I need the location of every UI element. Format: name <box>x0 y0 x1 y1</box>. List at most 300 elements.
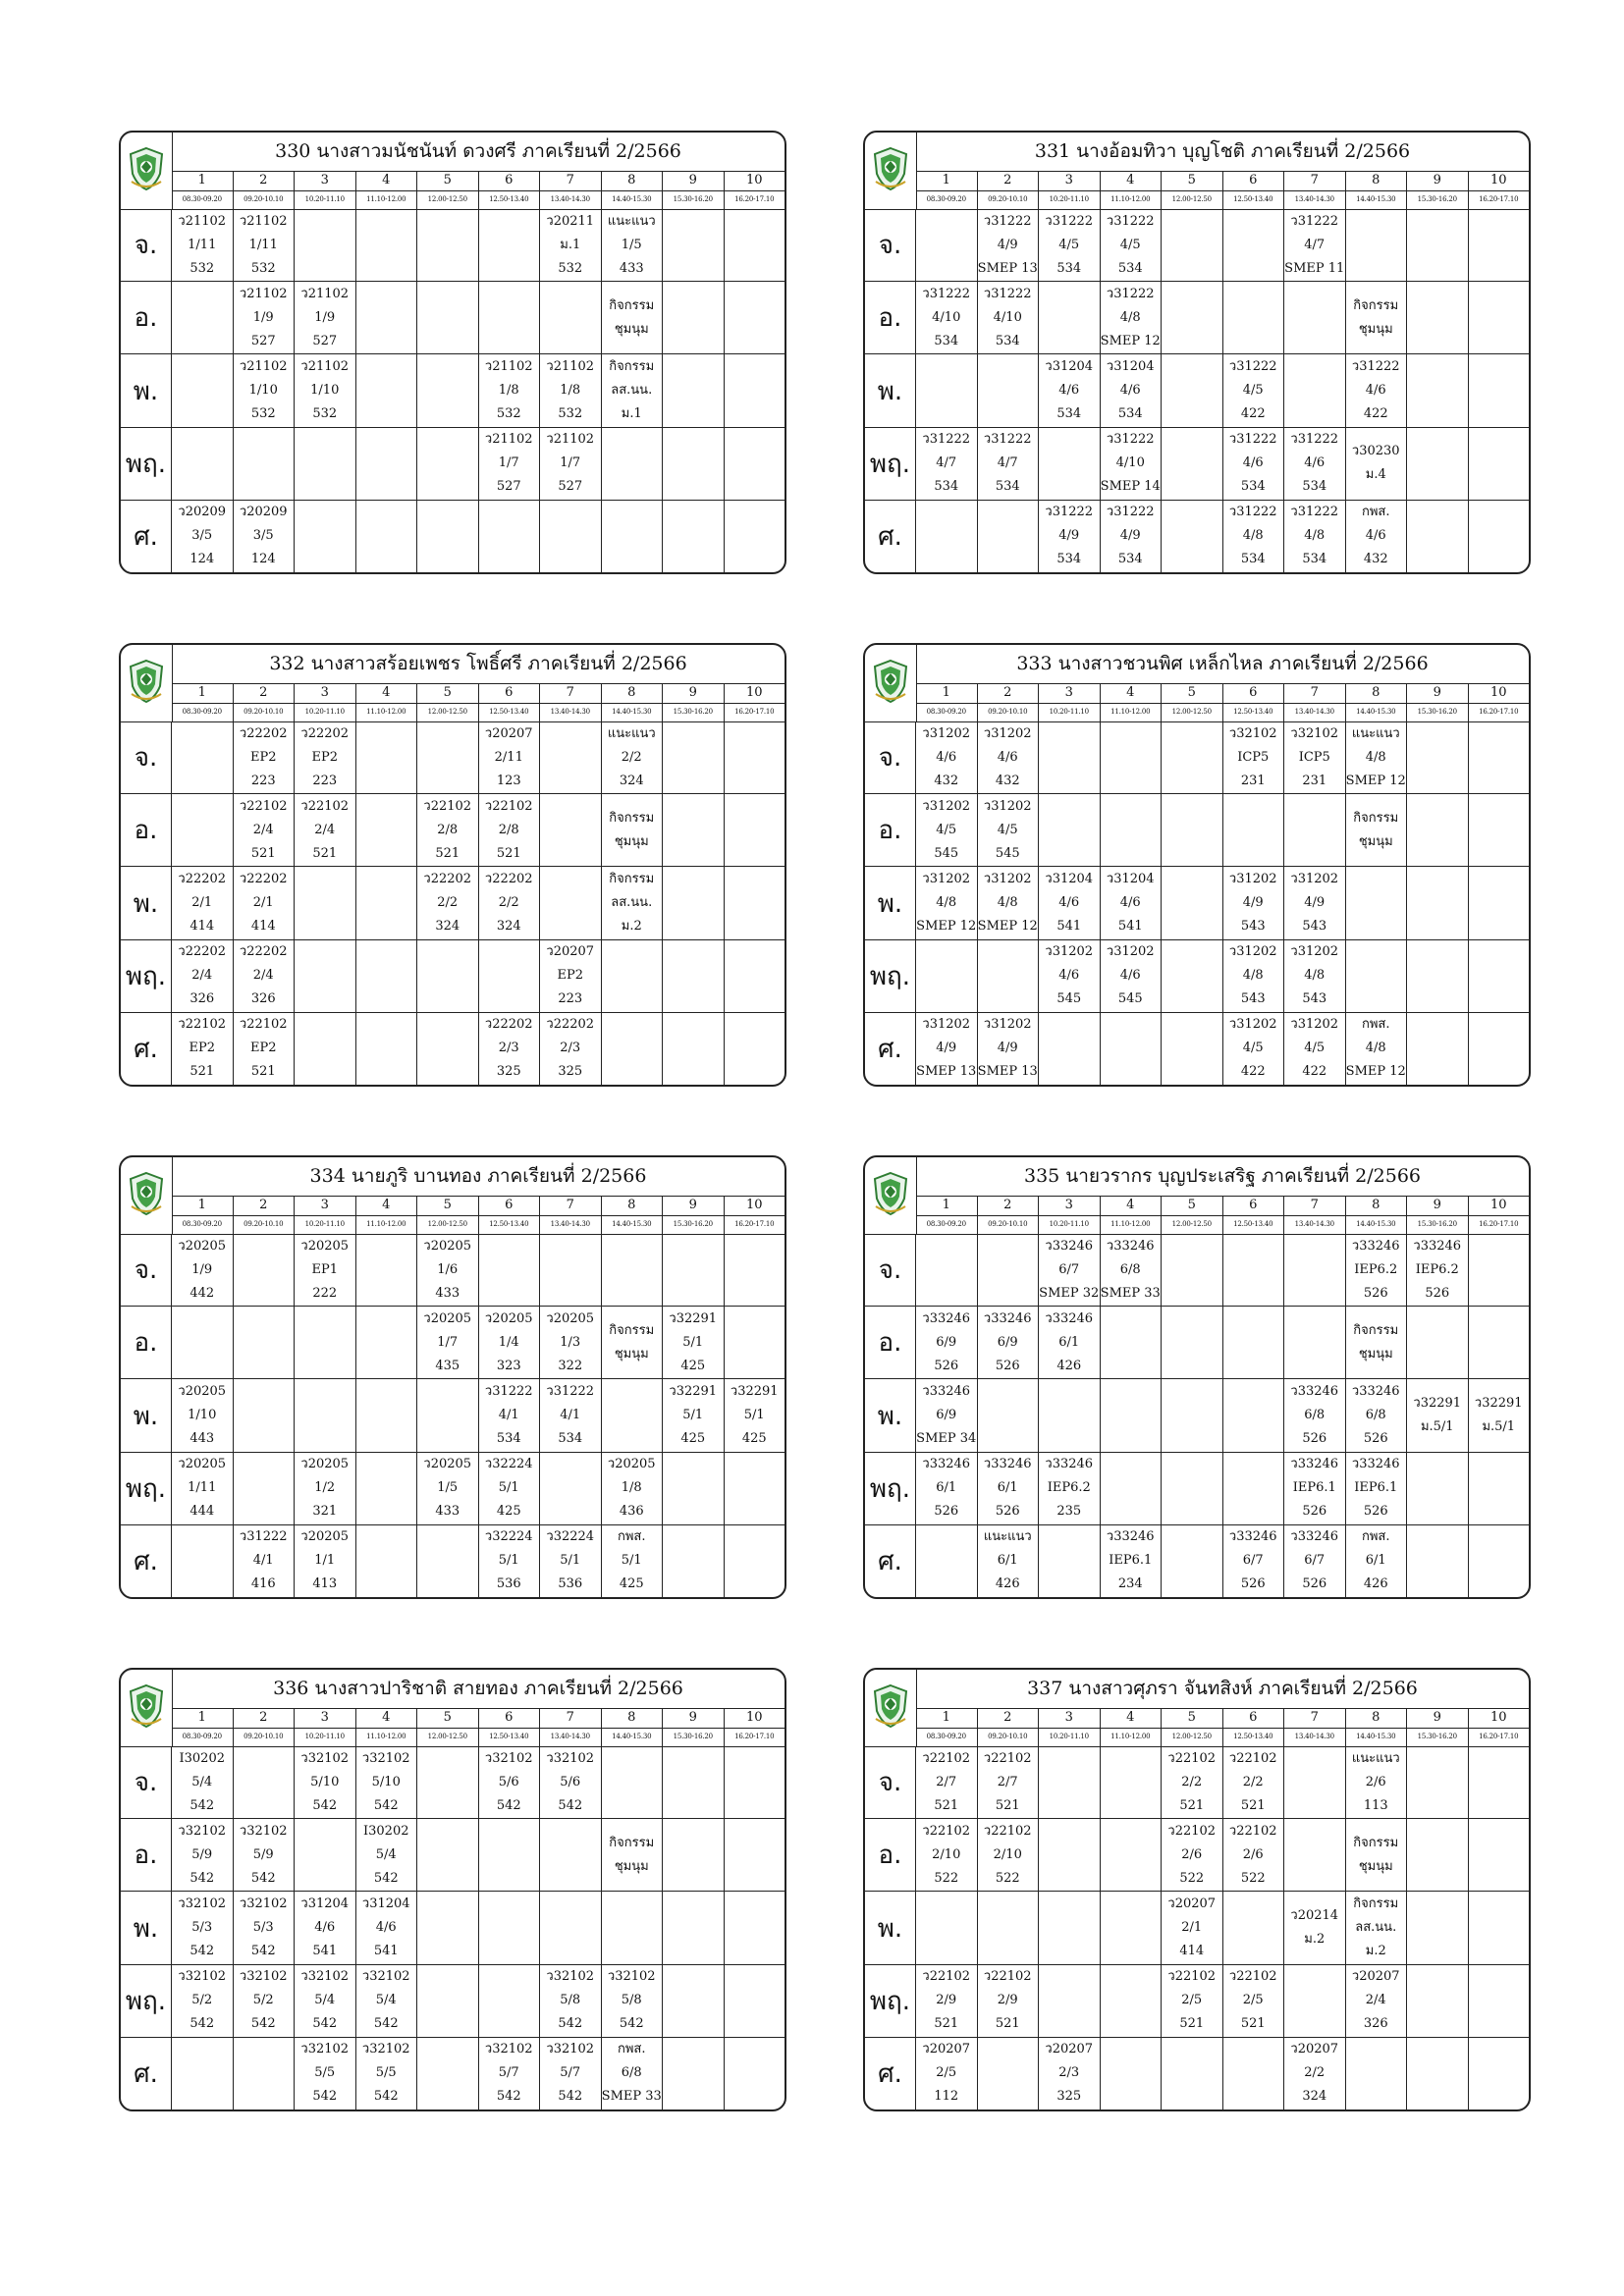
schedule-cell <box>1468 209 1530 281</box>
cell-line: ว31202 <box>922 872 971 886</box>
period-time-row <box>916 1215 1529 1235</box>
cell-line: 124 <box>250 552 276 567</box>
schedule-cell <box>724 940 785 1012</box>
period-time: 15.30-16.20 <box>662 1215 724 1234</box>
cell-line: ว20205 <box>423 1238 472 1254</box>
teacher-id: 334 <box>309 1165 346 1187</box>
day-row <box>865 1525 1529 1597</box>
period-number: 3 <box>1038 683 1100 703</box>
schedule-cell <box>1283 1013 1345 1085</box>
cell-line: ว33246 <box>1106 1238 1155 1254</box>
teacher-name: นางสาวศุภรา จันทสิงห์ <box>1068 1678 1253 1699</box>
schedule-cell <box>1038 1379 1100 1451</box>
schedule-cell <box>1345 1234 1407 1306</box>
period-number: 3 <box>1038 1708 1100 1728</box>
day-label: ศ. <box>121 2038 172 2109</box>
schedule-cell <box>1406 1892 1468 1963</box>
cell-line: 526 <box>1363 1285 1388 1301</box>
schedule-cell <box>233 209 295 281</box>
schedule-grid <box>121 1234 785 1597</box>
day-label: จ. <box>121 1746 172 1818</box>
schedule-grid <box>121 721 785 1085</box>
schedule-cell <box>1222 1819 1284 1891</box>
schedule-cell <box>1038 354 1100 426</box>
schedule-cell <box>416 1307 478 1378</box>
schedule-cell <box>1406 1013 1468 1085</box>
schedule-cell <box>355 1746 417 1818</box>
period-time-row <box>172 1215 785 1235</box>
day-label: พ. <box>865 1892 916 1963</box>
schedule-cell <box>172 1234 233 1306</box>
day-row <box>121 1892 785 1964</box>
schedule-cell <box>478 428 540 500</box>
cell-line: ว31222 <box>546 1384 595 1399</box>
period-time: 11.10-12.00 <box>1100 703 1162 721</box>
cell-line: ว31204 <box>361 1896 410 1911</box>
schedule-grid <box>121 209 785 572</box>
cell-line: 534 <box>934 333 959 348</box>
cell-line: 6/7 <box>1304 1553 1326 1569</box>
schedule-cell <box>601 428 663 500</box>
period-number: 3 <box>294 1708 355 1728</box>
day-label: จ. <box>121 209 172 281</box>
cell-line: ว31202 <box>922 725 971 741</box>
period-time: 12.00-12.50 <box>1161 1728 1222 1746</box>
day-row <box>121 1453 785 1525</box>
cell-line: 4/9 <box>997 1041 1018 1056</box>
cell-line: IEP6.1 <box>1292 1480 1336 1496</box>
schedule-cell <box>1345 1525 1407 1597</box>
period-number: 9 <box>662 1708 724 1728</box>
schedule-cell <box>1100 1525 1162 1597</box>
cell-line: 4/8 <box>1365 1041 1386 1056</box>
schedule-cell <box>416 794 478 866</box>
period-number: 1 <box>942 1710 950 1725</box>
cell-line: I30202 <box>179 1750 225 1766</box>
cell-line: 6/9 <box>936 1334 957 1350</box>
cell-line: 5/7 <box>560 2065 581 2081</box>
schedule-cell <box>539 428 601 500</box>
period-number: 6 <box>1222 683 1284 703</box>
period-number: 2 <box>977 1708 1039 1728</box>
schedule-cell <box>1100 501 1162 572</box>
period-time: 08.30-09.20 <box>182 1220 222 1228</box>
cell-line: 542 <box>373 2089 399 2105</box>
cell-line: IEP6.1 <box>1354 1480 1398 1496</box>
schedule-cell <box>724 1234 785 1306</box>
cell-line: 235 <box>1056 1504 1082 1520</box>
schedule-cell <box>1222 1307 1284 1378</box>
schedule-cell <box>977 282 1039 353</box>
cell-line: 124 <box>189 552 215 567</box>
cell-line: 4/6 <box>1058 383 1080 398</box>
schedule-cell <box>233 1819 295 1891</box>
schedule-cell <box>1406 1965 1468 2037</box>
day-label: อ. <box>865 794 916 866</box>
cell-line: 526 <box>1425 1285 1450 1301</box>
cell-line: ว20205 <box>178 1457 227 1472</box>
schedule-cell <box>1161 1379 1222 1451</box>
day-row <box>121 721 785 794</box>
cell-line: ว31202 <box>983 725 1032 741</box>
day-row <box>865 721 1529 794</box>
cell-line: 324 <box>496 919 521 934</box>
cell-line: ว21102 <box>484 432 533 448</box>
cell-line: ว20205 <box>546 1310 595 1326</box>
period-number: 7 <box>539 683 601 703</box>
cell-line: 4/5 <box>1058 237 1080 252</box>
cell-line: ว30230 <box>1351 444 1400 459</box>
schedule-cell <box>1100 1307 1162 1378</box>
day-row <box>121 867 785 939</box>
cell-line: 425 <box>680 1431 706 1446</box>
schedule-cell <box>539 1013 601 1085</box>
period-number: 8 <box>1345 1196 1407 1215</box>
cell-line: 542 <box>558 1797 583 1813</box>
period-time: 16.20-17.10 <box>724 703 785 721</box>
cell-line: 2/6 <box>1365 1774 1386 1789</box>
cell-line: ว31222 <box>239 1529 288 1545</box>
cell-line: 4/9 <box>1304 895 1326 910</box>
day-label: พ. <box>121 1379 172 1451</box>
period-time: 10.20-11.10 <box>1038 703 1100 721</box>
schedule-cell <box>233 1525 295 1597</box>
schedule-cell <box>1406 1379 1468 1451</box>
cell-line: แนะแนว <box>1351 1750 1400 1766</box>
period-number: 10 <box>1468 1708 1530 1728</box>
schedule-cell <box>233 1013 295 1085</box>
cell-line: ว20214 <box>1290 1908 1339 1923</box>
schedule-cell <box>1345 1965 1407 2037</box>
schedule-cell <box>294 940 355 1012</box>
schedule-cell <box>1345 282 1407 353</box>
card-title <box>916 1670 1529 1709</box>
period-number: 8 <box>1345 171 1407 190</box>
schedule-cell <box>1161 1234 1222 1306</box>
period-time: 10.20-11.10 <box>1038 1728 1100 1746</box>
cell-line: ว22102 <box>922 1750 971 1766</box>
schedule-cell <box>1283 794 1345 866</box>
cell-line: 542 <box>496 2089 521 2105</box>
cell-line: ม.1 <box>560 237 581 252</box>
period-time: 15.30-16.20 <box>1406 1215 1468 1234</box>
school-crest-icon <box>128 146 165 195</box>
period-time: 16.20-17.10 <box>724 1728 785 1746</box>
schedule-cell <box>233 867 295 938</box>
schedule-cell <box>539 940 601 1012</box>
day-row <box>865 428 1529 501</box>
cell-line: 1/7 <box>437 1334 459 1350</box>
cell-line: 325 <box>558 1064 583 1080</box>
cell-line: I30202 <box>363 1823 409 1839</box>
card-title <box>916 645 1529 684</box>
cell-line: 534 <box>1117 406 1143 421</box>
cell-line: แนะแนว <box>983 1529 1032 1545</box>
day-row <box>865 1453 1529 1525</box>
cell-line: ว31222 <box>1106 286 1155 301</box>
period-time: 14.40-15.30 <box>601 1215 663 1234</box>
period-time: 12.00-12.50 <box>1161 190 1222 209</box>
schedule-cell <box>724 721 785 793</box>
schedule-cell <box>601 1525 663 1597</box>
cell-line: 326 <box>189 991 215 1007</box>
cell-line: 414 <box>250 919 276 934</box>
cell-line: 6/8 <box>1119 1261 1141 1277</box>
period-number: 2 <box>233 1196 295 1215</box>
cell-line: 4/1 <box>560 1408 581 1422</box>
day-row <box>865 1892 1529 1964</box>
schedule-cell <box>916 282 977 353</box>
period-number: 10 <box>724 683 785 703</box>
schedule-cell <box>1468 794 1530 866</box>
schedule-cell <box>1468 2038 1530 2109</box>
day-label: จ. <box>865 1746 916 1818</box>
cell-line: ว22102 <box>983 1750 1032 1766</box>
schedule-cell <box>1345 721 1407 793</box>
cell-line: 413 <box>312 1576 338 1592</box>
period-time: 12.50-13.40 <box>478 190 540 209</box>
schedule-cell <box>916 1013 977 1085</box>
schedule-cell <box>1100 282 1162 353</box>
cell-line: ว31202 <box>922 798 971 814</box>
cell-line: 3/5 <box>252 528 274 544</box>
schedule-cell <box>1100 1892 1162 1963</box>
cell-line: แนะแนว <box>1351 725 1400 741</box>
cell-line: 1/6 <box>437 1261 459 1277</box>
schedule-cell <box>1283 282 1345 353</box>
cell-line: 4/6 <box>1119 895 1141 910</box>
schedule-cell <box>1161 867 1222 938</box>
schedule-cell <box>1468 1819 1530 1891</box>
cell-line: ว22102 <box>239 798 288 814</box>
schedule-cell <box>172 1746 233 1818</box>
period-time: 10.20-11.10 <box>294 1728 355 1746</box>
period-time: 08.30-09.20 <box>182 1733 222 1740</box>
period-number: 4 <box>1100 171 1162 190</box>
cell-line: EP2 <box>189 1041 215 1056</box>
cell-line: 521 <box>934 2016 959 2032</box>
cell-line: 4/6 <box>1365 383 1386 398</box>
cell-line: 325 <box>496 1064 521 1080</box>
timetable-card <box>863 131 1531 574</box>
schedule-cell <box>1038 1965 1100 2037</box>
schedule-cell <box>601 1379 663 1451</box>
cell-line: SMEP 13 <box>977 260 1038 276</box>
cell-line: 6/1 <box>997 1480 1018 1496</box>
day-row <box>121 428 785 501</box>
cell-line: กิจกรรม <box>609 297 655 313</box>
period-number: 6 <box>1222 1196 1284 1215</box>
cell-line: 4/10 <box>993 309 1022 325</box>
schedule-cell <box>416 1746 478 1818</box>
term-label: ภาคเรียนที่ 2/2566 <box>1258 1678 1418 1699</box>
schedule-cell <box>601 794 663 866</box>
schedule-cell <box>172 867 233 938</box>
cell-line: 2/10 <box>932 1846 961 1862</box>
schedule-cell <box>355 1453 417 1524</box>
cell-line: 432 <box>995 773 1020 788</box>
day-row <box>121 1013 785 1085</box>
cell-line: ว33246 <box>1290 1529 1339 1545</box>
schedule-cell <box>977 794 1039 866</box>
day-label: พ. <box>121 1892 172 1963</box>
cell-line: ว31222 <box>1290 213 1339 229</box>
cell-line: 2/5 <box>936 2065 957 2081</box>
cell-line: ชุมนุม <box>1358 833 1393 849</box>
period-number: 9 <box>662 171 724 190</box>
schedule-cell <box>539 209 601 281</box>
schedule-cell <box>233 1746 295 1818</box>
cell-line: SMEP 33 <box>1100 1285 1161 1301</box>
schedule-cell <box>977 1307 1039 1378</box>
cell-line: ว22102 <box>922 1823 971 1839</box>
cell-line: 5/4 <box>375 1846 397 1862</box>
schedule-cell <box>172 1892 233 1963</box>
cell-line: 2/9 <box>997 1993 1018 2008</box>
schedule-cell <box>416 1819 478 1891</box>
schedule-cell <box>233 1234 295 1306</box>
cell-line: ว20207 <box>922 2042 971 2057</box>
schedule-cell <box>977 428 1039 500</box>
schedule-cell <box>233 940 295 1012</box>
cell-line: 521 <box>312 845 338 861</box>
schedule-cell <box>916 354 977 426</box>
cell-line: ว20205 <box>300 1529 350 1545</box>
period-number: 5 <box>1161 1708 1222 1728</box>
schedule-cell <box>916 1453 977 1524</box>
period-time: 11.10-12.00 <box>355 703 417 721</box>
day-row <box>121 1307 785 1379</box>
schedule-cell <box>478 282 540 353</box>
schedule-cell <box>1283 2038 1345 2109</box>
cell-line: ว33246 <box>1228 1529 1277 1545</box>
period-time: 08.30-09.20 <box>926 1733 966 1740</box>
school-crest-icon <box>872 1171 909 1220</box>
schedule-cell <box>1038 501 1100 572</box>
schedule-cell <box>294 794 355 866</box>
schedule-cell <box>601 721 663 793</box>
cell-line: SMEP 14 <box>1100 479 1161 495</box>
schedule-cell <box>294 1746 355 1818</box>
cell-line: 526 <box>1302 1431 1327 1446</box>
schedule-cell <box>662 209 724 281</box>
schedule-cell <box>662 867 724 938</box>
timetable-card <box>119 131 786 574</box>
schedule-cell <box>724 1379 785 1451</box>
cell-line: 522 <box>934 1870 959 1886</box>
cell-line: 526 <box>1363 1431 1388 1446</box>
cell-line: 2/2 <box>498 895 519 910</box>
period-number: 5 <box>416 683 478 703</box>
cell-line: กิจกรรม <box>1353 1896 1399 1911</box>
period-number-row <box>172 1708 785 1729</box>
cell-line: 6/7 <box>1058 1261 1080 1277</box>
cell-line: 521 <box>1179 1797 1205 1813</box>
schedule-cell <box>601 2038 663 2109</box>
schedule-cell <box>1100 1965 1162 2037</box>
schedule-cell <box>977 209 1039 281</box>
period-time: 12.00-12.50 <box>416 1215 478 1234</box>
day-row <box>865 2038 1529 2109</box>
cell-line: 2/4 <box>252 822 274 837</box>
cell-line: กพส. <box>617 2042 646 2057</box>
period-time: 09.20-10.10 <box>977 190 1039 209</box>
cell-line: ว20207 <box>1290 2042 1339 2057</box>
day-label: ศ. <box>865 2038 916 2109</box>
cell-line: ว31202 <box>1290 944 1339 960</box>
cell-line: 1/11 <box>188 1480 217 1496</box>
cell-line: ว22102 <box>1167 1969 1217 1985</box>
schedule-cell <box>1468 867 1530 938</box>
period-time: 14.40-15.30 <box>1345 703 1407 721</box>
schedule-cell <box>294 1453 355 1524</box>
period-number-row <box>916 171 1529 191</box>
cell-line: 522 <box>1240 1870 1266 1886</box>
schedule-cell <box>1222 209 1284 281</box>
cell-line: กิจกรรม <box>609 1835 655 1850</box>
cell-line: 433 <box>435 1504 460 1520</box>
schedule-cell <box>1406 1453 1468 1524</box>
cell-line: ลส.นน. <box>611 383 653 398</box>
cell-line: 1/3 <box>560 1334 581 1350</box>
day-label: พฤ. <box>865 940 916 1012</box>
day-label: พฤ. <box>865 428 916 500</box>
schedule-cell <box>662 2038 724 2109</box>
cell-line: 521 <box>995 1797 1020 1813</box>
cell-line: ว32291 <box>1413 1396 1462 1411</box>
schedule-cell <box>1345 1453 1407 1524</box>
cell-line: IEP6.2 <box>1415 1261 1459 1277</box>
period-number-row <box>172 171 785 191</box>
day-label: ศ. <box>865 1525 916 1597</box>
day-label: ศ. <box>865 501 916 572</box>
day-label: พฤ. <box>121 1965 172 2037</box>
schedule-cell <box>1100 354 1162 426</box>
cell-line: 4/8 <box>997 895 1018 910</box>
cell-line: กิจกรรม <box>1353 1835 1399 1850</box>
cell-line: 4/6 <box>1119 968 1141 984</box>
cell-line: 2/1 <box>191 895 213 910</box>
schedule-cell <box>724 1892 785 1963</box>
cell-line: 1/10 <box>188 1408 217 1422</box>
day-label: อ. <box>865 1819 916 1891</box>
cell-line: 534 <box>1302 479 1327 495</box>
cell-line: 433 <box>435 1285 460 1301</box>
schedule-cell <box>916 940 977 1012</box>
schedule-cell <box>416 1892 478 1963</box>
period-number: 4 <box>355 1196 417 1215</box>
period-number: 10 <box>724 171 785 190</box>
schedule-cell <box>662 794 724 866</box>
period-time: 12.00-12.50 <box>1161 1215 1222 1234</box>
schedule-cell <box>294 282 355 353</box>
school-crest-icon <box>128 1171 165 1220</box>
cell-line: 5/1 <box>498 1553 519 1569</box>
schedule-cell <box>1468 1453 1530 1524</box>
card-title <box>172 1157 785 1197</box>
cell-line: 6/8 <box>621 2065 642 2081</box>
cell-line: 527 <box>496 479 521 495</box>
schedule-cell <box>977 1819 1039 1891</box>
cell-line: 542 <box>189 2016 215 2032</box>
schedule-cell <box>355 354 417 426</box>
schedule-cell <box>172 721 233 793</box>
schedule-cell <box>416 1379 478 1451</box>
cell-line: 4/7 <box>1304 237 1326 252</box>
cell-line: 541 <box>312 1944 338 1958</box>
cell-line: 4/8 <box>1242 528 1264 544</box>
cell-line: ว21102 <box>546 359 595 374</box>
